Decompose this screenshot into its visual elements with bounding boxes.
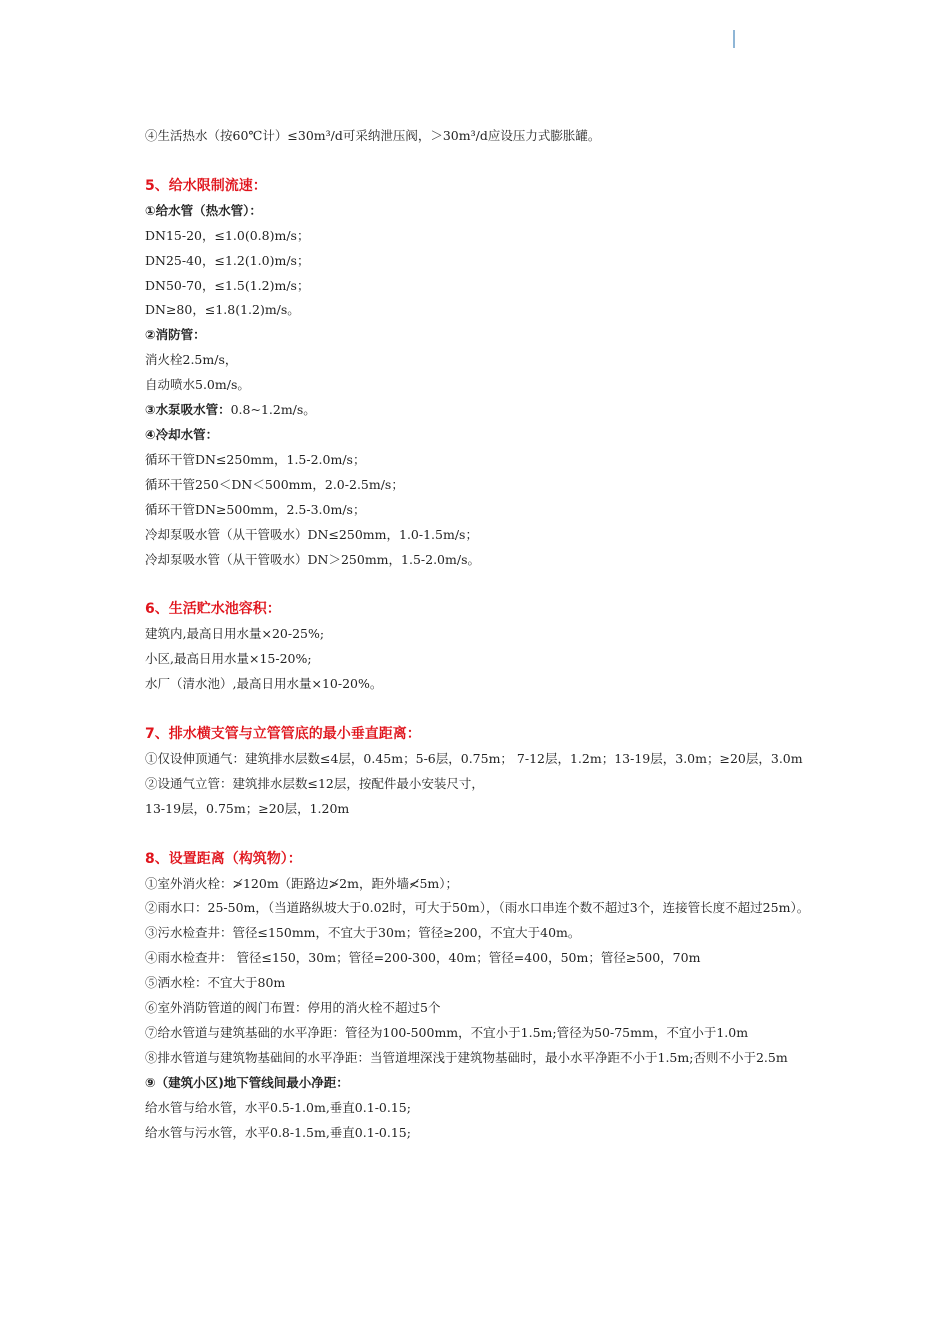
s8-line: ③污水检查井：管径≤150mm，不宜大于30m；管径≥200，不宜大于40m。: [145, 925, 581, 941]
intro-line: ④生活热水（按60℃计）≤30m³/d可采纳泄压阀，＞30m³/d应设压力式膨胀罐。: [145, 128, 601, 143]
s7-line: 13-19层，0.75m；≥20层，1.20m: [145, 800, 350, 816]
s5-subheading-1: ①给水管（热水管）：: [145, 202, 262, 218]
s7-line: ①仅设伸顶通气：建筑排水层数≤4层，0.45m；5-6层，0.75m； 7-12层，1.2m；13-19层，3.0m；≥20层，3.0m: [145, 750, 803, 766]
s5-line: DN50-70，≤1.5(1.2)m/s；: [145, 277, 310, 293]
s5-subheading-2: ②消防管：: [145, 327, 206, 343]
s5-line: DN25-40，≤1.2(1.0)m/s；: [145, 252, 310, 268]
s5-subheading-3: ③水泵吸水管：: [145, 402, 231, 418]
section-7-title: 7、排水横支管与立管管底的最小垂直距离：: [145, 726, 421, 743]
s5-line: 冷却泵吸水管（从干管吸水）DN＞250mm，1.5-2.0m/s。: [145, 551, 480, 567]
s5-line: 循环干管250＜DN＜500mm，2.0-2.5m/s；: [145, 476, 404, 492]
s8-line: ①室外消火栓：≯120m（距路边≯2m，距外墙≮5m）；: [145, 875, 458, 891]
s5-line: 循环干管DN≤250mm，1.5-2.0m/s；: [145, 451, 366, 467]
s8-line: ⑦给水管道与建筑基础的水平净距：管径为100-500mm，不宜小于1.5m;管径为50-75mm，不宜小于1.0m: [145, 1025, 749, 1040]
s5-line: 循环干管DN≥500mm，2.5-3.0m/s；: [145, 501, 366, 517]
s5-pump-line: [145, 398, 815, 423]
s5-pump-value: 0.8~1.2m/s。: [230, 402, 316, 418]
s8-line: ⑤洒水栓：不宜大于80m: [145, 975, 286, 991]
s6-line: 建筑内,最高日用水量×20-25%;: [145, 626, 325, 642]
s8-line: 给水管与污水管，水平0.8-1.5m,垂直0.1-0.15;: [145, 1124, 411, 1140]
s8-line: ②雨水口：25-50m，（当道路纵坡大于0.02时，可大于50m），（雨水口串连个数不超过3个，连接管长度不超过25m）。: [145, 900, 810, 916]
s8-line: ⑥室外消防管道的阀门布置：停用的消火栓不超过5个: [145, 1000, 441, 1016]
s5-line: 自动喷水5.0m/s。: [145, 377, 250, 393]
s6-line: 小区,最高日用水量×15-20%;: [145, 651, 312, 667]
document-body: [145, 124, 815, 1146]
section-8-title: 8、设置距离（构筑物）：: [145, 850, 302, 867]
s5-line: 消火栓2.5m/s，: [145, 352, 238, 368]
s5-line: DN≥80，≤1.8(1.2)m/s。: [145, 302, 300, 318]
s8-line: 给水管与给水管，水平0.5-1.0m,垂直0.1-0.15;: [145, 1099, 411, 1115]
s6-line: 水厂（清水池）,最高日用水量×10-20%。: [145, 676, 383, 692]
page-marker: [733, 30, 735, 48]
section-5-title: 5、给水限制流速：: [145, 177, 267, 194]
s5-subheading-4: ④冷却水管：: [145, 426, 219, 442]
s8-line: ⑧排水管道与建筑物基础间的水平净距：当管道埋深浅于建筑物基础时，最小水平净距不小于1.5m;否则不小于2.5m: [145, 1049, 788, 1065]
section-6-title: 6、生活贮水池容积：: [145, 601, 281, 618]
s5-line: 冷却泵吸水管（从干管吸水）DN≤250mm，1.0-1.5m/s；: [145, 526, 478, 542]
s5-line: DN15-20，≤1.0(0.8)m/s；: [145, 227, 310, 243]
s7-line: ②设通气立管：建筑排水层数≤12层，按配件最小安装尺寸，: [145, 775, 484, 791]
s8-subheading-9: ⑨（建筑小区)地下管线间最小净距：: [145, 1074, 349, 1090]
s8-line: ④雨水检查井： 管径≤150，30m；管径=200-300，40m；管径=400，50m；管径≥500，70m: [145, 950, 701, 966]
